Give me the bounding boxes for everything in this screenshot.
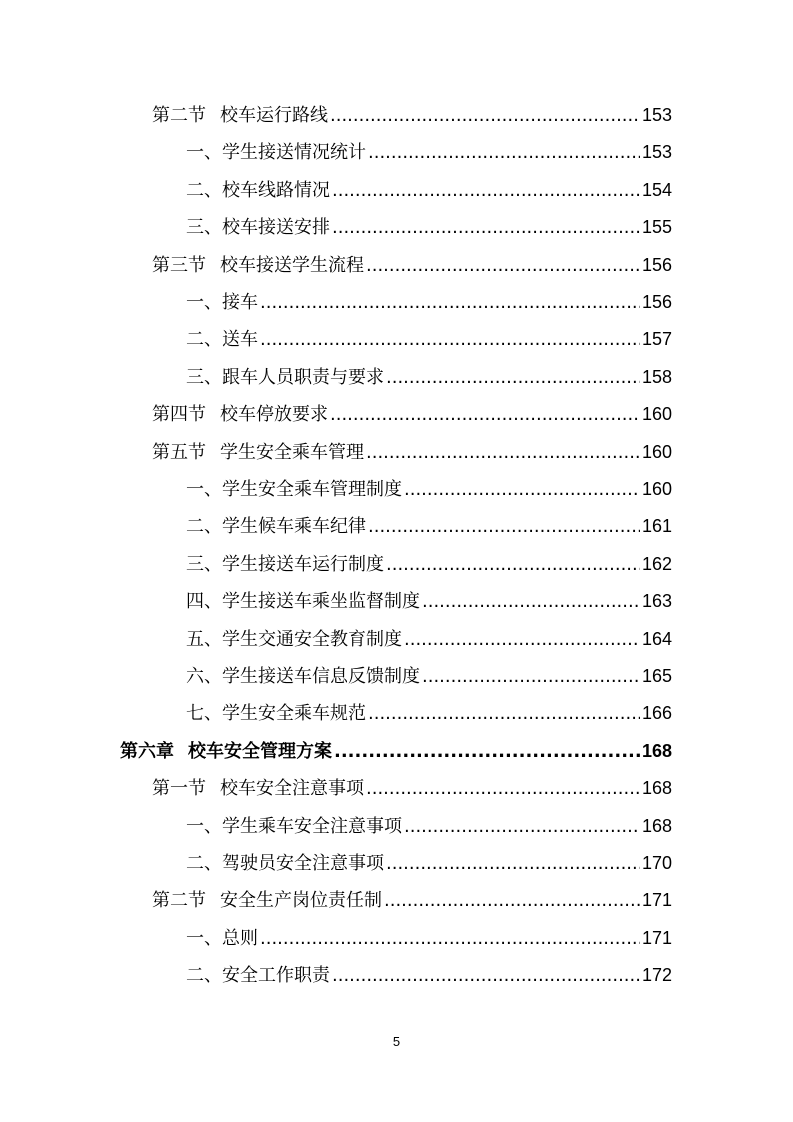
toc-entry-number: 七、 bbox=[186, 703, 222, 725]
toc-entry-title: 学生接送车运行制度 bbox=[222, 553, 384, 575]
dot-leader bbox=[332, 213, 640, 243]
toc-entry-title: 校车停放要求 bbox=[220, 404, 328, 426]
toc-entry-number: 四、 bbox=[186, 591, 222, 613]
toc-entry-number: 二、 bbox=[186, 965, 222, 987]
dot-leader bbox=[332, 176, 640, 206]
toc-entry[interactable] bbox=[186, 549, 672, 579]
dot-leader bbox=[366, 251, 640, 281]
dot-leader bbox=[260, 325, 640, 355]
toc-entry-label bbox=[152, 774, 364, 804]
toc-entry-title: 接车 bbox=[222, 292, 258, 313]
toc-entry-title: 跟车人员职责与要求 bbox=[222, 366, 384, 388]
dot-leader bbox=[386, 849, 640, 879]
toc-entry-page: 165 bbox=[641, 666, 672, 686]
toc-entry-page: 156 bbox=[641, 254, 672, 275]
toc-entry-label bbox=[186, 325, 258, 355]
dot-leader bbox=[366, 438, 640, 468]
toc-entry-page: 155 bbox=[641, 217, 672, 238]
toc-entry-page: 168 bbox=[641, 778, 672, 799]
toc-entry-title: 学生安全乘车规范 bbox=[222, 703, 366, 725]
toc-entry-title: 学生接送情况统计 bbox=[222, 142, 366, 164]
toc-entry-page: 170 bbox=[641, 853, 672, 873]
toc-entry[interactable] bbox=[186, 848, 672, 878]
dot-leader bbox=[404, 625, 640, 655]
toc-entry-number: 二、 bbox=[186, 853, 222, 874]
toc-entry-label bbox=[186, 475, 402, 505]
toc-entry-title: 学生安全乘车管理 bbox=[220, 441, 364, 463]
toc-entry-page: 162 bbox=[641, 553, 672, 574]
toc-entry-title: 学生安全乘车管理制度 bbox=[222, 479, 402, 500]
dot-leader bbox=[386, 550, 640, 580]
toc-entry-label bbox=[186, 363, 384, 393]
toc-entry-page: 164 bbox=[641, 628, 672, 649]
toc-entry-label bbox=[186, 849, 384, 879]
toc-entry[interactable] bbox=[186, 137, 672, 167]
toc-entry-title: 学生交通安全教育制度 bbox=[222, 628, 402, 650]
toc-entry-label bbox=[186, 625, 402, 655]
toc-entry[interactable] bbox=[152, 437, 672, 467]
toc-entry-number: 第二节 bbox=[152, 105, 206, 126]
toc-entry-label bbox=[120, 737, 332, 767]
toc-entry-label bbox=[186, 924, 258, 954]
toc-entry-number: 一、 bbox=[186, 815, 222, 837]
toc-entry-number: 第一节 bbox=[152, 778, 206, 800]
toc-entry-title: 校车安全注意事项 bbox=[220, 778, 364, 800]
toc-entry-number: 第二节 bbox=[152, 890, 206, 912]
toc-entry-label bbox=[186, 550, 384, 580]
toc-entry-number: 二、 bbox=[186, 329, 222, 351]
toc-entry[interactable] bbox=[186, 811, 672, 841]
dot-leader bbox=[330, 400, 640, 430]
toc-entry[interactable] bbox=[120, 736, 672, 766]
toc-entry-label bbox=[186, 961, 330, 991]
toc-entry-page: 160 bbox=[641, 404, 672, 425]
toc-entry-number: 一、 bbox=[186, 142, 222, 164]
toc-entry-label bbox=[152, 251, 364, 281]
toc-entry-title: 校车线路情况 bbox=[222, 179, 330, 201]
toc-entry[interactable] bbox=[186, 362, 672, 392]
toc-entry-title: 送车 bbox=[222, 329, 258, 351]
toc-entry[interactable] bbox=[152, 100, 672, 130]
toc-entry-label bbox=[186, 213, 330, 243]
toc-entry[interactable] bbox=[152, 885, 672, 915]
toc-entry-label bbox=[186, 662, 420, 692]
toc-entry-number: 二、 bbox=[186, 516, 222, 538]
toc-entry[interactable] bbox=[186, 960, 672, 990]
toc-entry-page: 160 bbox=[641, 479, 672, 499]
toc-entry-title: 校车接送学生流程 bbox=[220, 254, 364, 276]
toc-entry[interactable] bbox=[186, 212, 672, 242]
toc-entry[interactable] bbox=[186, 175, 672, 205]
dot-leader bbox=[386, 363, 640, 393]
toc-entry-page: 168 bbox=[641, 815, 672, 836]
toc-entry-number: 六、 bbox=[186, 666, 222, 687]
toc-entry-page: 153 bbox=[641, 142, 672, 163]
dot-leader bbox=[422, 587, 640, 617]
toc-entry-title: 安全生产岗位责任制 bbox=[220, 890, 382, 912]
dot-leader bbox=[404, 475, 640, 505]
toc-entry-page: 172 bbox=[641, 965, 672, 986]
dot-leader bbox=[368, 699, 640, 729]
toc-entry-page: 160 bbox=[641, 441, 672, 462]
dot-leader bbox=[366, 774, 640, 804]
toc-entry-number: 三、 bbox=[186, 366, 222, 388]
toc-entry-number: 一、 bbox=[186, 479, 222, 500]
toc-entry-title: 校车运行路线 bbox=[220, 105, 328, 126]
toc-entry-label bbox=[186, 587, 420, 617]
toc-entry-title: 校车安全管理方案 bbox=[188, 740, 332, 762]
toc-entry-title: 学生乘车安全注意事项 bbox=[222, 815, 402, 837]
dot-leader bbox=[422, 662, 640, 692]
toc-entry-title: 驾驶员安全注意事项 bbox=[222, 853, 384, 874]
toc-entry-number: 第四节 bbox=[152, 404, 206, 426]
toc-entry-page: 154 bbox=[641, 179, 672, 200]
toc-entry-page: 158 bbox=[641, 366, 672, 387]
toc-entry[interactable] bbox=[152, 250, 672, 280]
toc-entry[interactable] bbox=[186, 698, 672, 728]
toc-entry-page: 157 bbox=[641, 329, 672, 350]
toc-entry-title: 学生接送车信息反馈制度 bbox=[222, 666, 420, 687]
toc-entry-label bbox=[186, 138, 366, 168]
toc-entry-number: 第五节 bbox=[152, 441, 206, 463]
toc-entry[interactable] bbox=[186, 624, 672, 654]
toc-entry-title: 校车接送安排 bbox=[222, 217, 330, 239]
toc-entry-title: 学生接送车乘坐监督制度 bbox=[222, 591, 420, 613]
dot-leader bbox=[260, 288, 640, 318]
toc-entry-number: 第三节 bbox=[152, 254, 206, 276]
toc-entry[interactable] bbox=[186, 324, 672, 354]
toc-entry-number: 第六章 bbox=[120, 740, 174, 762]
toc-entry-label bbox=[186, 288, 258, 318]
toc-entry-page: 171 bbox=[641, 890, 672, 911]
toc-entry-title: 总则 bbox=[222, 927, 258, 949]
toc-entry-number: 五、 bbox=[186, 628, 222, 650]
toc-entry[interactable] bbox=[152, 399, 672, 429]
toc-entry[interactable] bbox=[186, 287, 672, 317]
toc-entry-number: 三、 bbox=[186, 217, 222, 239]
dot-leader bbox=[368, 512, 640, 542]
toc-entry[interactable] bbox=[186, 923, 672, 953]
dot-leader bbox=[330, 101, 640, 131]
dot-leader bbox=[384, 886, 640, 916]
page-number: 5 bbox=[392, 1034, 401, 1049]
toc-entry[interactable] bbox=[152, 773, 672, 803]
toc-entry-page: 171 bbox=[641, 927, 672, 948]
toc-entry-page: 153 bbox=[641, 105, 672, 125]
toc-entry-number: 一、 bbox=[186, 292, 222, 313]
toc-entry-page: 161 bbox=[641, 516, 672, 537]
toc-entry-page: 168 bbox=[641, 740, 672, 761]
dot-leader bbox=[260, 924, 640, 954]
toc-entry-label bbox=[186, 812, 402, 842]
toc-entry[interactable] bbox=[186, 661, 672, 691]
dot-leader bbox=[332, 961, 640, 991]
toc-entry-label bbox=[186, 699, 366, 729]
toc-entry-page: 163 bbox=[641, 591, 672, 612]
toc-entry-title: 学生候车乘车纪律 bbox=[222, 516, 366, 538]
toc-entry-label bbox=[152, 400, 328, 430]
toc-entry-page: 166 bbox=[641, 703, 672, 724]
toc-entry-page: 156 bbox=[641, 292, 672, 312]
toc-entry-label bbox=[152, 886, 382, 916]
toc-entry[interactable] bbox=[186, 586, 672, 616]
toc-entry-label bbox=[186, 176, 330, 206]
dot-leader bbox=[334, 737, 640, 767]
dot-leader bbox=[404, 812, 640, 842]
toc-entry-label bbox=[152, 101, 328, 131]
toc-entry-label bbox=[152, 438, 364, 468]
toc-entry-title: 安全工作职责 bbox=[222, 965, 330, 987]
toc-entry-number: 一、 bbox=[186, 927, 222, 949]
dot-leader bbox=[368, 138, 640, 168]
toc-entry-number: 三、 bbox=[186, 553, 222, 575]
toc-entry[interactable] bbox=[186, 474, 672, 504]
toc-entry[interactable] bbox=[186, 511, 672, 541]
toc-entry-number: 二、 bbox=[186, 179, 222, 201]
toc-entry-label bbox=[186, 512, 366, 542]
